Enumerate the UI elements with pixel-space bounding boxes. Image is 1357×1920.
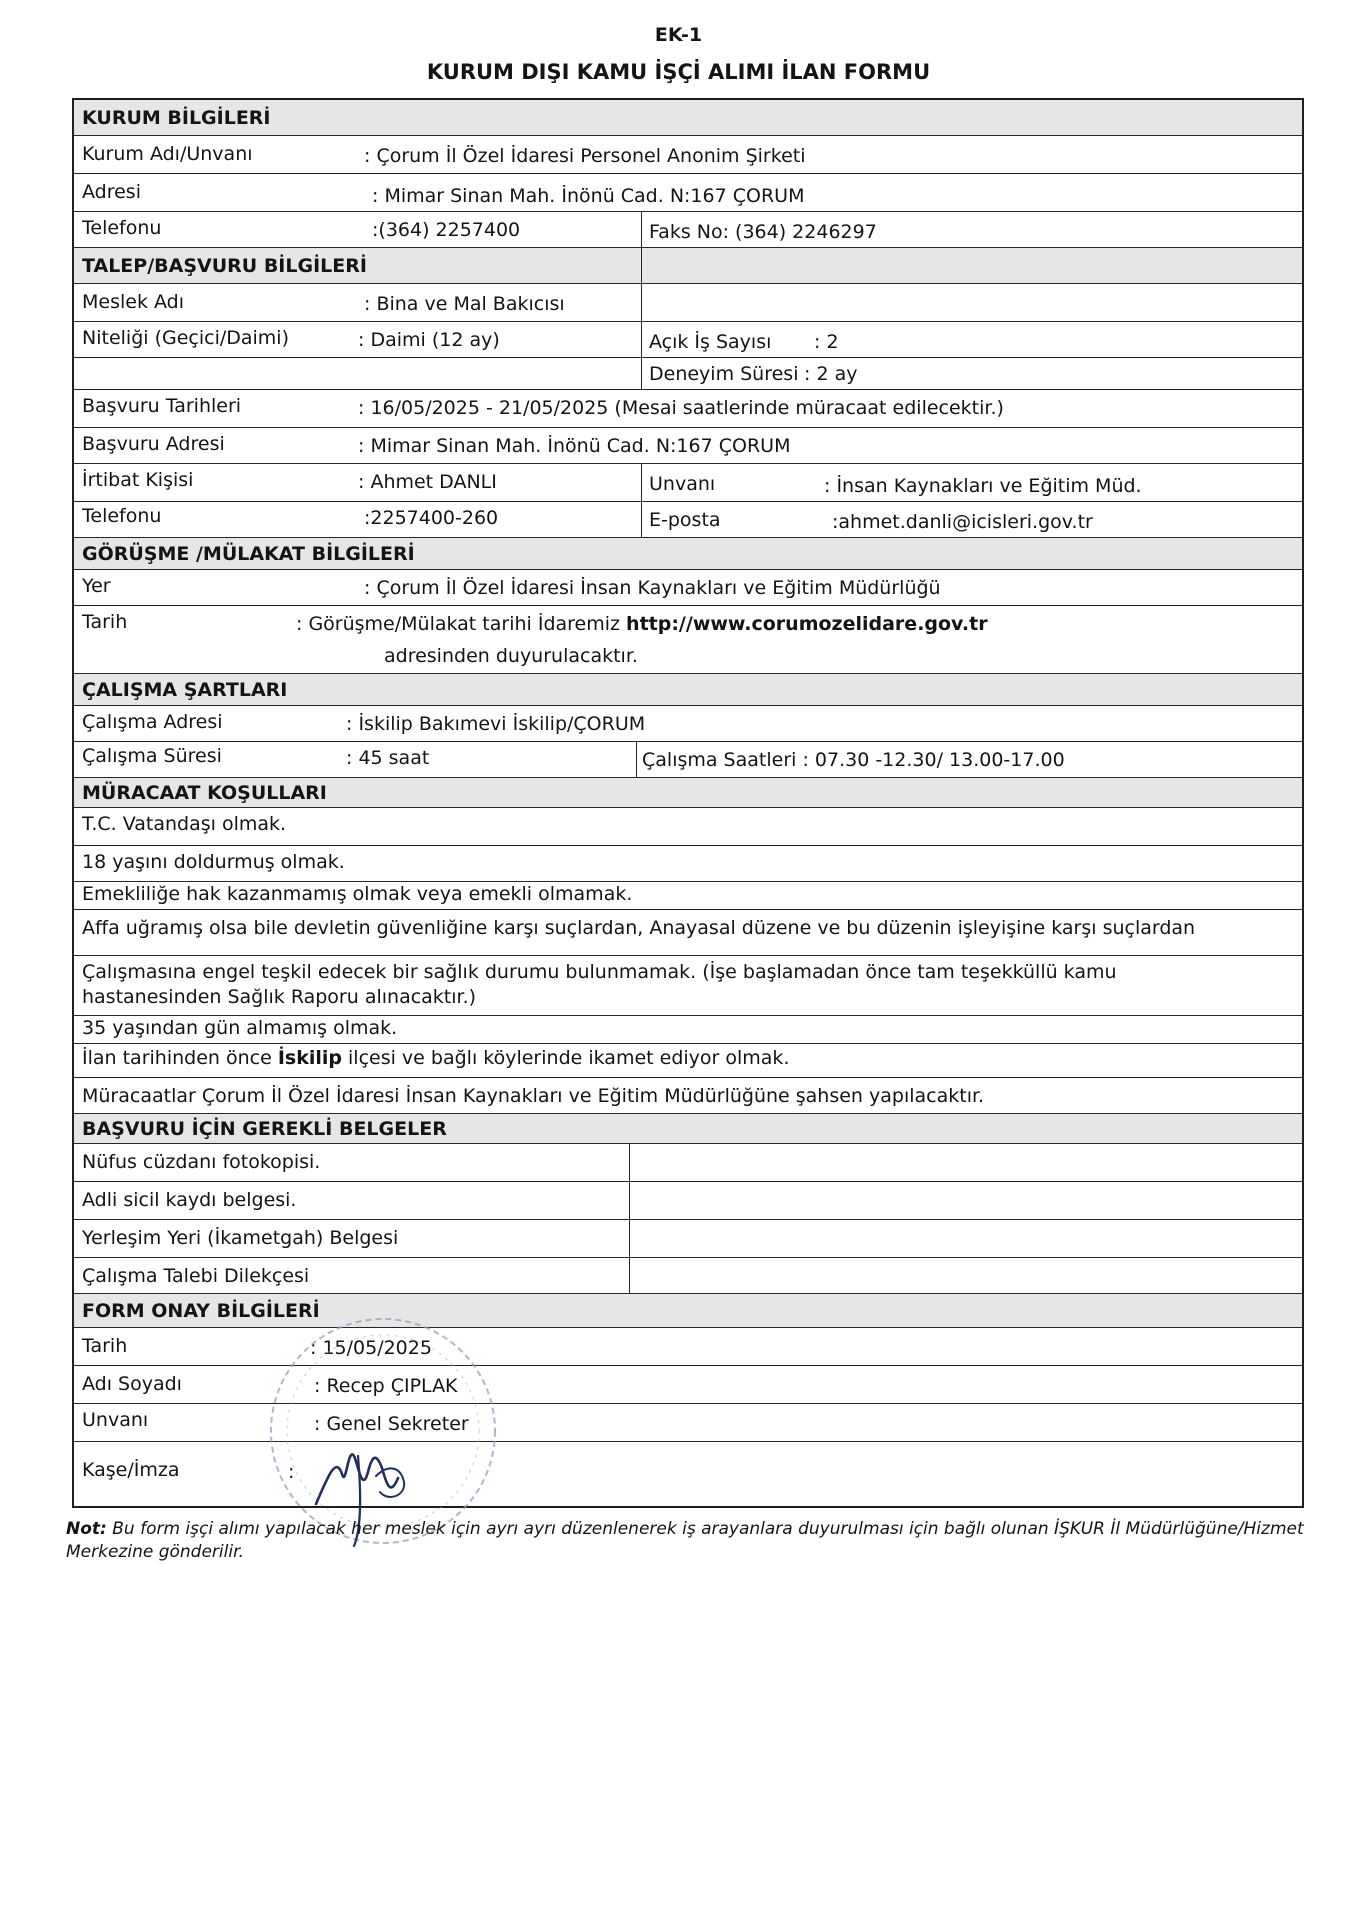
- onay-unvan-label: Unvanı: [82, 1409, 149, 1431]
- list-item: [74, 882, 1302, 910]
- column-divider: [641, 322, 642, 357]
- section-gorusme: [74, 538, 1302, 570]
- calisma-adres-label: Çalışma Adresi: [82, 711, 223, 733]
- announcement-form: [72, 98, 1304, 1508]
- condition-health: Çalışmasına engel teşkil edecek bir sağlık durumu bulunmamak. (İşe başlamadan önce tam teşekküllü kamu: [82, 961, 1117, 983]
- row-onay-ad: [74, 1366, 1302, 1404]
- onay-tarih-value: : 15/05/2025: [310, 1337, 432, 1359]
- section-talep: [74, 248, 1302, 284]
- calisma-sure-label: Çalışma Süresi: [82, 745, 222, 767]
- column-divider: [641, 464, 642, 501]
- row-calisma-adres: [74, 706, 1302, 742]
- column-divider: [641, 284, 642, 321]
- column-divider: [629, 1182, 630, 1219]
- list-item: [74, 1220, 1302, 1258]
- basvuru-tarih-value: : 16/05/2025 - 21/05/2025 (Mesai saatlerinde müracaat edilecektir.): [358, 397, 1004, 419]
- row-basvuru-adres: [74, 428, 1302, 464]
- onay-ad-label: Adı Soyadı: [82, 1373, 182, 1395]
- acik-is-value: : 2: [814, 331, 839, 353]
- basvuru-adres-label: Başvuru Adresi: [82, 433, 225, 455]
- eposta-value: :ahmet.danli@icisleri.gov.tr: [832, 511, 1093, 533]
- gorusme-tarih-suffix: adresinden duyurulacaktır.: [384, 645, 638, 667]
- list-item: [74, 910, 1302, 956]
- row-onay-kase: [74, 1442, 1302, 1506]
- section-calisma: [74, 674, 1302, 706]
- row-irtibat-tel: [74, 502, 1302, 538]
- condition-residence-b: ilçesi ve bağlı köylerinde ikamet ediyor olmak.: [341, 1047, 790, 1069]
- irtibat-tel-value: :2257400-260: [364, 507, 499, 529]
- gorusme-tarih-prefix: : Görüşme/Mülakat tarihi İdaremiz: [296, 613, 627, 635]
- list-item: [74, 1016, 1302, 1044]
- onay-unvan-value: : Genel Sekreter: [314, 1413, 469, 1435]
- irtibat-unvan-label: Unvanı: [649, 473, 716, 495]
- column-divider: [641, 248, 642, 283]
- section-onay-title: FORM ONAY BİLGİLERİ: [82, 1300, 320, 1322]
- row-onay-tarih: [74, 1328, 1302, 1366]
- list-item: [74, 846, 1302, 882]
- row-kurum-tel: [74, 212, 1302, 248]
- row-kurum-adi: [74, 136, 1302, 174]
- column-divider: [641, 502, 642, 537]
- kurum-tel-value: :(364) 2257400: [372, 219, 521, 241]
- document-criminal-record: Adli sicil kaydı belgesi.: [82, 1189, 297, 1211]
- section-calisma-title: ÇALIŞMA ŞARTLARI: [82, 679, 288, 701]
- basvuru-tarih-label: Başvuru Tarihleri: [82, 395, 242, 417]
- kurum-faks: Faks No: (364) 2246297: [649, 221, 877, 243]
- irtibat-tel-label: Telefonu: [82, 505, 162, 527]
- gorusme-tarih-label: Tarih: [82, 611, 128, 633]
- list-item: [74, 1078, 1302, 1114]
- row-kurum-adres: [74, 174, 1302, 212]
- column-divider: [629, 1144, 630, 1181]
- row-irtibat: [74, 464, 1302, 502]
- basvuru-adres-value: : Mimar Sinan Mah. İnönü Cad. N:167 ÇORUM: [358, 435, 791, 457]
- onay-ad-value: : Recep ÇIPLAK: [314, 1375, 458, 1397]
- kurum-adi-label: Kurum Adı/Unvanı: [82, 143, 253, 165]
- section-belgeler: [74, 1114, 1302, 1144]
- meslek-value: : Bina ve Mal Bakıcısı: [364, 293, 565, 315]
- row-onay-unvan: [74, 1404, 1302, 1442]
- kurum-adres-label: Adresi: [82, 181, 141, 203]
- kurum-adres-value: : Mimar Sinan Mah. İnönü Cad. N:167 ÇORUM: [372, 185, 805, 207]
- calisma-saatleri: Çalışma Saatleri : 07.30 -12.30/ 13.00-17.00: [642, 749, 1065, 771]
- section-talep-title: TALEP/BAŞVURU BİLGİLERİ: [82, 255, 367, 277]
- list-item: [74, 1258, 1302, 1294]
- meslek-label: Meslek Adı: [82, 291, 184, 313]
- row-yer: [74, 570, 1302, 606]
- irtibat-value: : Ahmet DANLI: [358, 471, 497, 493]
- section-kurum-title: KURUM BİLGİLERİ: [82, 107, 271, 129]
- nitelik-value: : Daimi (12 ay): [358, 329, 500, 351]
- column-divider: [629, 1220, 630, 1257]
- document-id-copy: Nüfus cüzdanı fotokopisi.: [82, 1151, 321, 1173]
- section-muracaat-title: MÜRACAAT KOŞULLARI: [82, 782, 327, 804]
- footnote-text: Bu form işçi alımı yapılacak her meslek için ayrı ayrı düzenlenerek iş arayanlara duyurulması için bağlı olunan İŞKUR İl Müdürlüğüne/Hizmet Merkezine gönderilir.: [66, 1519, 1304, 1562]
- condition-retirement: Emekliliğe hak kazanmamış olmak veya emekli olmamak.: [82, 883, 633, 905]
- nitelik-label: Niteliği (Geçici/Daimi): [82, 327, 289, 349]
- condition-citizen: T.C. Vatandaşı olmak.: [82, 813, 287, 835]
- list-item: [74, 1144, 1302, 1182]
- onay-tarih-label: Tarih: [82, 1335, 128, 1357]
- irtibat-label: İrtibat Kişisi: [82, 469, 194, 491]
- condition-health-cont: hastanesinden Sağlık Raporu alınacaktır.): [82, 986, 477, 1008]
- deneyim-value: : 2 ay: [804, 363, 858, 385]
- column-divider: [636, 742, 637, 777]
- condition-age-18: 18 yaşını doldurmuş olmak.: [82, 851, 345, 873]
- form-title: KURUM DIŞI KAMU İŞÇİ ALIMI İLAN FORMU: [426, 60, 931, 84]
- column-divider: [641, 358, 642, 389]
- kurum-tel-label: Telefonu: [82, 217, 162, 239]
- section-gorusme-title: GÖRÜŞME /MÜLAKAT BİLGİLERİ: [82, 543, 415, 565]
- calisma-sure-value: : 45 saat: [346, 747, 430, 769]
- condition-crimes: Affa uğramış olsa bile devletin güvenliğine karşı suçlardan, Anayasal düzene ve bu düzenin işleyişine karşı suçlardan: [82, 917, 1196, 939]
- deneyim-label: Deneyim Süresi: [649, 363, 799, 385]
- document-petition: Çalışma Talebi Dilekçesi: [82, 1265, 310, 1287]
- kurum-adi-value: : Çorum İl Özel İdaresi Personel Anonim Şirketi: [364, 145, 806, 167]
- document-residence: Yerleşim Yeri (İkametgah) Belgesi: [82, 1227, 399, 1249]
- list-item: [74, 1044, 1302, 1078]
- annex-label: EK-1: [654, 24, 703, 46]
- yer-value: : Çorum İl Özel İdaresi İnsan Kaynakları ve Eğitim Müdürlüğü: [364, 577, 941, 599]
- condition-residence-district: İskilip: [277, 1047, 342, 1069]
- section-kurum: [74, 100, 1302, 136]
- onay-kase-value: :: [288, 1461, 295, 1483]
- section-muracaat: [74, 778, 1302, 808]
- list-item: [74, 1182, 1302, 1220]
- gorusme-tarih-value: [296, 614, 988, 635]
- row-calisma-sure: [74, 742, 1302, 778]
- footnote: [66, 1518, 1306, 1564]
- irtibat-unvan-value: : İnsan Kaynakları ve Eğitim Müd.: [824, 475, 1142, 497]
- condition-residence-a: İlan tarihinden önce: [82, 1047, 278, 1069]
- footnote-label: Not:: [66, 1519, 107, 1539]
- condition-residence: [82, 1048, 789, 1069]
- column-divider: [641, 212, 642, 247]
- list-item: [74, 956, 1302, 1016]
- acik-is-label: Açık İş Sayısı: [649, 331, 772, 353]
- row-basvuru-tarih: [74, 390, 1302, 428]
- row-gorusme-tarih: [74, 606, 1302, 674]
- yer-label: Yer: [82, 575, 111, 597]
- condition-age-35: 35 yaşından gün almamış olmak.: [82, 1017, 398, 1039]
- calisma-adres-value: : İskilip Bakımevi İskilip/ÇORUM: [346, 713, 646, 735]
- eposta-label: E-posta: [649, 509, 721, 531]
- section-belgeler-title: BAŞVURU İÇİN GEREKLİ BELGELER: [82, 1118, 447, 1140]
- condition-in-person: Müracaatlar Çorum İl Özel İdaresi İnsan Kaynakları ve Eğitim Müdürlüğüne şahsen yapılacaktır.: [82, 1085, 985, 1107]
- row-meslek: [74, 284, 1302, 322]
- website-link[interactable]: http://www.corumozelidare.gov.tr: [626, 613, 988, 635]
- row-deneyim: [74, 358, 1302, 390]
- list-item: [74, 808, 1302, 846]
- onay-kase-label: Kaşe/İmza: [82, 1459, 180, 1481]
- section-onay: [74, 1294, 1302, 1328]
- column-divider: [629, 1258, 630, 1293]
- row-nitelik: [74, 322, 1302, 358]
